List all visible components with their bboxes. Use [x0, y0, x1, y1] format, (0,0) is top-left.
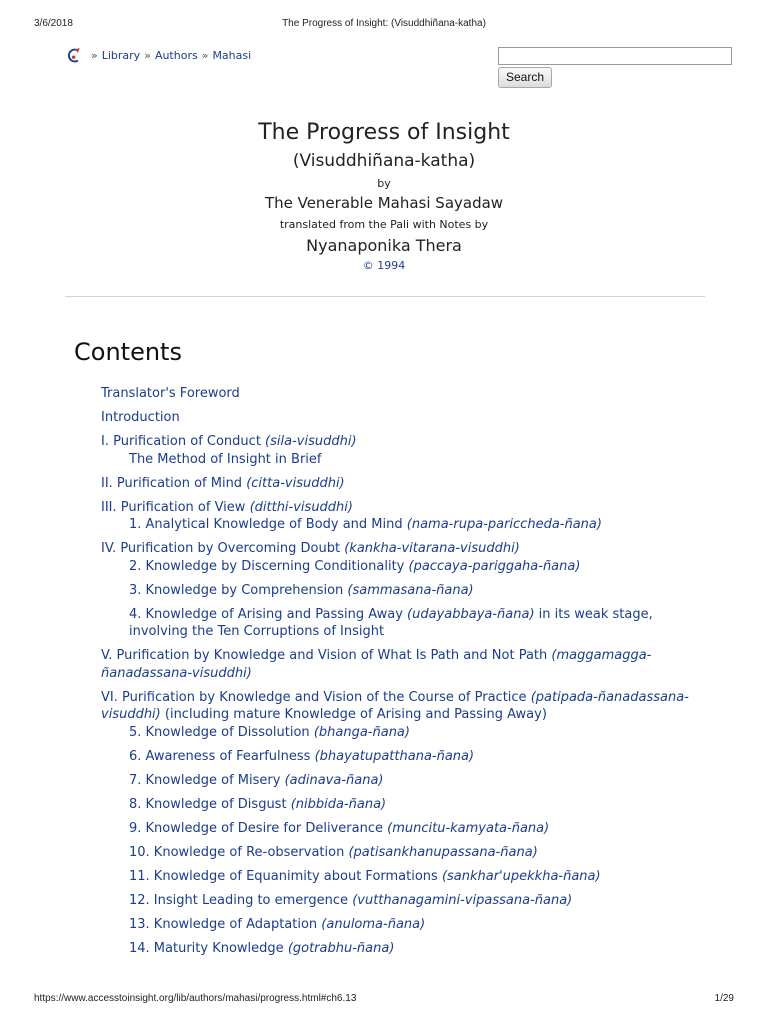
toc-pali: (anuloma-ñana): [321, 916, 426, 932]
author-name: The Venerable Mahasi Sayadaw: [264, 194, 504, 212]
toc-label: 11. Knowledge of Equanimity about Formations: [129, 868, 442, 884]
toc-pali: (udayabbaya-ñana): [407, 606, 535, 622]
translator-name: Nyanaponika Thera: [306, 236, 462, 255]
toc-pali: (kankha-vitarana-visuddhi): [344, 541, 520, 556]
page-subtitle: (Visuddhiñana-katha): [292, 151, 476, 171]
search-input[interactable]: [498, 47, 732, 65]
toc-link-knowledge-10[interactable]: [101, 844, 701, 862]
title-block: [0, 118, 768, 274]
toc-pali: (paccaya-pariggaha-ñana): [408, 558, 581, 574]
copyright-link[interactable]: © 1994: [362, 259, 406, 272]
toc-link-chapter-2[interactable]: [101, 475, 701, 493]
print-page-number: 1/29: [714, 993, 734, 1004]
toc-link-knowledge-13[interactable]: [101, 916, 701, 934]
toc-pali: (ditthi-visuddhi): [249, 499, 353, 515]
contents-heading: Contents: [74, 338, 182, 366]
breadcrumb: [66, 47, 251, 64]
toc-pali: (nama-rupa-pariccheda-ñana): [406, 517, 602, 532]
toc-label-continued: involving the Ten Corruptions of Insight: [129, 624, 385, 639]
print-date: 3/6/2018: [34, 18, 73, 29]
toc-link-knowledge-4[interactable]: [101, 606, 701, 641]
toc-link-knowledge-14[interactable]: [101, 940, 701, 958]
toc-link-chapter-4[interactable]: [101, 540, 701, 558]
divider: [65, 296, 705, 297]
toc-pali: (sila-visuddhi): [265, 434, 357, 449]
breadcrumb-separator: »: [144, 49, 151, 62]
toc-link-knowledge-5[interactable]: [101, 724, 701, 742]
breadcrumb-separator: »: [91, 49, 98, 62]
toc-label: 3. Knowledge by Comprehension: [129, 582, 348, 598]
table-of-contents: [101, 385, 701, 964]
toc-label: IV. Purification by Overcoming Doubt: [101, 541, 345, 556]
toc-pali: (bhanga-ñana): [313, 724, 410, 740]
toc-label: 7. Knowledge of Misery: [129, 772, 285, 788]
site-logo-icon[interactable]: [66, 47, 83, 64]
toc-pali: (maggamagga-ñanadassana-visuddhi): [101, 648, 652, 681]
toc-label: V. Purification by Knowledge and Vision of What Is Path and Not Path: [101, 648, 552, 663]
toc-label: 4. Knowledge of Arising and Passing Away: [129, 606, 408, 622]
toc-link-method-of-insight[interactable]: The Method of Insight in Brief: [129, 451, 322, 467]
toc-pali: (muncitu-kamyata-ñana): [387, 820, 550, 836]
toc-label: I. Purification of Conduct: [101, 434, 266, 449]
toc-label: 12. Insight Leading to emergence: [129, 892, 353, 908]
toc-label-suffix: in its weak stage,: [534, 606, 653, 622]
toc-pali: (patipada-ñanadassana-visuddhi): [101, 689, 689, 722]
toc-label: 6. Awareness of Fearfulness: [129, 748, 315, 764]
toc-pali: (adinava-ñana): [284, 772, 384, 788]
toc-link-chapter-5[interactable]: [101, 647, 701, 682]
toc-label: III. Purification of View: [101, 499, 250, 515]
toc-pali: (patisankhanupassana-ñana): [348, 844, 538, 860]
toc-label: 13. Knowledge of Adaptation: [129, 916, 322, 932]
breadcrumb-library-link[interactable]: Library: [101, 49, 141, 62]
toc-pali: (vutthanagamini-vipassana-ñana): [352, 892, 573, 908]
toc-pali: (gotrabhu-ñana): [287, 940, 395, 956]
toc-label: 10. Knowledge of Re-observation: [129, 844, 349, 860]
toc-link-chapter-3[interactable]: [101, 499, 701, 517]
breadcrumb-authors-link[interactable]: Authors: [154, 49, 198, 62]
toc-label: VI. Purification by Knowledge and Vision of the Course of Practice: [101, 689, 531, 705]
search-button[interactable]: Search: [498, 67, 552, 88]
translation-note: translated from the Pali with Notes by: [279, 218, 489, 231]
toc-pali: (nibbida-ñana): [290, 796, 387, 812]
toc-pali: (sankhar'upekkha-ñana): [441, 868, 601, 884]
toc-link-knowledge-12[interactable]: [101, 892, 701, 910]
toc-link-knowledge-9[interactable]: [101, 820, 701, 838]
toc-link-chapter-1[interactable]: [101, 433, 701, 451]
page-title: The Progress of Insight: [258, 120, 510, 145]
toc-label: 14. Maturity Knowledge: [129, 940, 288, 956]
print-url: https://www.accesstoinsight.org/lib/authors/mahasi/progress.html#ch6.13: [34, 993, 357, 1004]
toc-link-foreword[interactable]: Translator's Foreword: [101, 386, 240, 401]
toc-label: 5. Knowledge of Dissolution: [129, 724, 314, 740]
toc-link-knowledge-1[interactable]: [101, 516, 701, 534]
by-line: by: [377, 177, 391, 190]
toc-label-suffix: (including mature Knowledge of Arising and Passing Away): [160, 707, 547, 722]
toc-pali: (bhayatupatthana-ñana): [314, 748, 475, 764]
toc-link-knowledge-11[interactable]: [101, 868, 701, 886]
toc-link-knowledge-7[interactable]: [101, 772, 701, 790]
toc-link-knowledge-3[interactable]: [101, 582, 701, 600]
toc-link-knowledge-6[interactable]: [101, 748, 701, 766]
toc-link-knowledge-2[interactable]: [101, 558, 701, 576]
breadcrumb-separator: »: [201, 49, 209, 62]
toc-link-chapter-6[interactable]: [101, 689, 701, 724]
toc-label: 9. Knowledge of Desire for Deliverance: [129, 820, 388, 836]
toc-label: 8. Knowledge of Disgust: [129, 796, 291, 812]
toc-label: II. Purification of Mind: [101, 475, 247, 491]
toc-label: 1. Analytical Knowledge of Body and Mind: [129, 517, 407, 532]
toc-link-knowledge-8[interactable]: [101, 796, 701, 814]
toc-pali: (citta-visuddhi): [246, 475, 345, 491]
print-title: The Progress of Insight: (Visuddhiñana-katha): [282, 18, 486, 29]
breadcrumb-mahasi-link[interactable]: Mahasi: [212, 49, 252, 62]
toc-link-introduction[interactable]: Introduction: [101, 410, 180, 425]
toc-pali: (sammasana-ñana): [347, 582, 474, 598]
toc-label: 2. Knowledge by Discerning Conditionality: [129, 558, 409, 574]
